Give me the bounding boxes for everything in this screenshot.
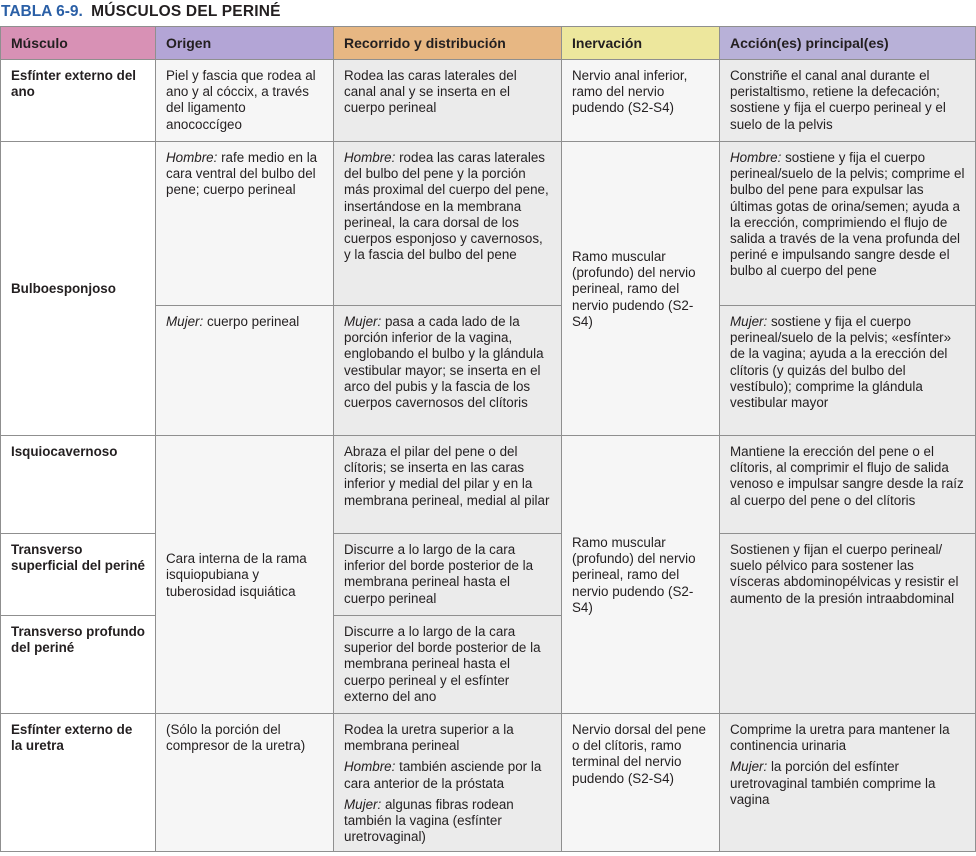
origin-cell: (Sólo la porción del compresor de la uretra)	[156, 714, 334, 852]
table-row	[1, 534, 976, 616]
female-label: Mujer:	[730, 759, 768, 775]
male-label: Hombre:	[344, 759, 396, 775]
table-number: TABLA 6-9.	[1, 3, 83, 20]
muscle-name: Esfínter externo de la uretra	[1, 714, 156, 852]
origin-cell: Cara interna de la rama isquiopubiana y tuberosidad isquiática	[156, 436, 334, 714]
course-cell	[334, 714, 562, 852]
table-row	[1, 60, 976, 142]
muscle-name: Transverso profundo del periné	[1, 616, 156, 714]
table-title	[0, 0, 976, 26]
header-recorrido: Recorrido y distribución	[334, 27, 562, 60]
action-cell	[720, 306, 976, 436]
origin-cell: Piel y fascia que rodea al ano y al cóccix, a través del ligamento anococcígeo	[156, 60, 334, 142]
origin-female-text: cuerpo perineal	[206, 314, 300, 329]
male-label: Hombre:	[166, 150, 218, 165]
origin-cell	[156, 142, 334, 306]
course-text: Rodea la uretra superior a la membrana perineal	[344, 722, 514, 754]
female-label: Mujer:	[344, 796, 382, 812]
course-cell	[334, 142, 562, 306]
course-female	[344, 797, 551, 846]
course-female-text: pasa a cada lado de la porción inferior de la vagina, englobando el bulbo y la glándula vestibular mayor; se inserta en el arco del pubis y la fascia de los cuerpos cavernosos del clítoris	[344, 314, 544, 411]
action-male-text: sostiene y fija el cuerpo perineal/suelo de la pelvis; comprime el bulbo del pene para expulsar las últimas gotas de orina/semen; ayuda a la erección, comprimiendo el flujo de salida a través de la vena profunda del periné e impulsando sangre desde el bulbo al cuerpo del pene	[730, 150, 965, 279]
action-cell: Constriñe el canal anal durante el peristaltismo, retiene la defecación; sostiene y fija el cuerpo perineal y el suelo de la pelvis	[720, 60, 976, 142]
table-name: MÚSCULOS DEL PERINÉ	[91, 3, 281, 20]
muscle-name: Transverso superficial del periné	[1, 534, 156, 616]
course-cell: Discurre a lo largo de la cara inferior del borde posterior de la membrana perineal hasta el cuerpo perineal	[334, 534, 562, 616]
header-origen: Origen	[156, 27, 334, 60]
table-row	[1, 142, 976, 306]
course-cell: Rodea las caras laterales del canal anal y se inserta en el cuerpo perineal	[334, 60, 562, 142]
action-cell: Sostienen y fijan el cuerpo perineal/ suelo pélvico para sostener las vísceras abdominopélvicas y resistir el aumento de la presión intraabdominal	[720, 534, 976, 714]
action-female-text: sostiene y fija el cuerpo perineal/suelo de la pelvis; «esfínter» de la vagina; ayuda a la erección del clítoris (y quizás del bulbo del vestíbulo); comprime la glándula vestibular mayor	[730, 314, 952, 411]
action-cell: Mantiene la erección del pene o el clítoris, al comprimir el flujo de salida venoso e impulsar sangre desde la raíz al cuerpo del pene o del clítoris	[720, 436, 976, 534]
header-accion: Acción(es) principal(es)	[720, 27, 976, 60]
action-female	[730, 759, 965, 808]
table-row	[1, 714, 976, 852]
table-row	[1, 436, 976, 534]
course-cell: Abraza el pilar del pene o del clítoris; se inserta en las caras inferior y medial del pilar y en la membrana perineal, medial al pilar	[334, 436, 562, 534]
muscle-name: Esfínter externo del ano	[1, 60, 156, 142]
muscles-table	[0, 26, 976, 852]
header-inervacion: Inervación	[562, 27, 720, 60]
header-row	[1, 27, 976, 60]
innervation-cell: Ramo muscular (profundo) del nervio perineal, ramo del nervio pudendo (S2-S4)	[562, 142, 720, 436]
muscle-name: Isquiocavernoso	[1, 436, 156, 534]
innervation-cell: Nervio dorsal del pene o del clítoris, ramo terminal del nervio pudendo (S2-S4)	[562, 714, 720, 852]
innervation-cell: Ramo muscular (profundo) del nervio perineal, ramo del nervio pudendo (S2-S4)	[562, 436, 720, 714]
course-male-text: también asciende por la cara anterior de la próstata	[344, 759, 542, 791]
male-label: Hombre:	[730, 150, 782, 165]
origin-cell	[156, 306, 334, 436]
action-text: Comprime la uretra para mantener la continencia urinaria	[730, 722, 950, 754]
female-label: Mujer:	[344, 314, 382, 329]
action-cell	[720, 142, 976, 306]
course-male-text: rodea las caras laterales del bulbo del pene y la porción más proximal del cuerpo del pene, insertándose en la membrana perineal, la cara dorsal de los cuerpos esponjoso y cavernosos, y la fascia del bulbo del pene	[344, 150, 549, 263]
course-cell: Discurre a lo largo de la cara superior del borde posterior de la membrana perineal hasta el cuerpo perineal y el esfínter externo del ano	[334, 616, 562, 714]
course-cell	[334, 306, 562, 436]
innervation-cell: Nervio anal inferior, ramo del nervio pudendo (S2-S4)	[562, 60, 720, 142]
female-label: Mujer:	[730, 314, 768, 329]
muscle-name: Bulboesponjoso	[1, 142, 156, 436]
header-musculo: Músculo	[1, 27, 156, 60]
course-male	[344, 759, 551, 791]
female-label: Mujer:	[166, 314, 204, 329]
action-cell	[720, 714, 976, 852]
course-female-text: algunas fibras rodean también la vagina (esfínter uretrovaginal)	[344, 796, 514, 845]
action-female-text: la porción del esfínter uretrovaginal también comprime la vagina	[730, 759, 936, 807]
male-label: Hombre:	[344, 150, 396, 165]
origin-male-text: rafe medio en la cara ventral del bulbo del pene; cuerpo perineal	[166, 150, 318, 198]
